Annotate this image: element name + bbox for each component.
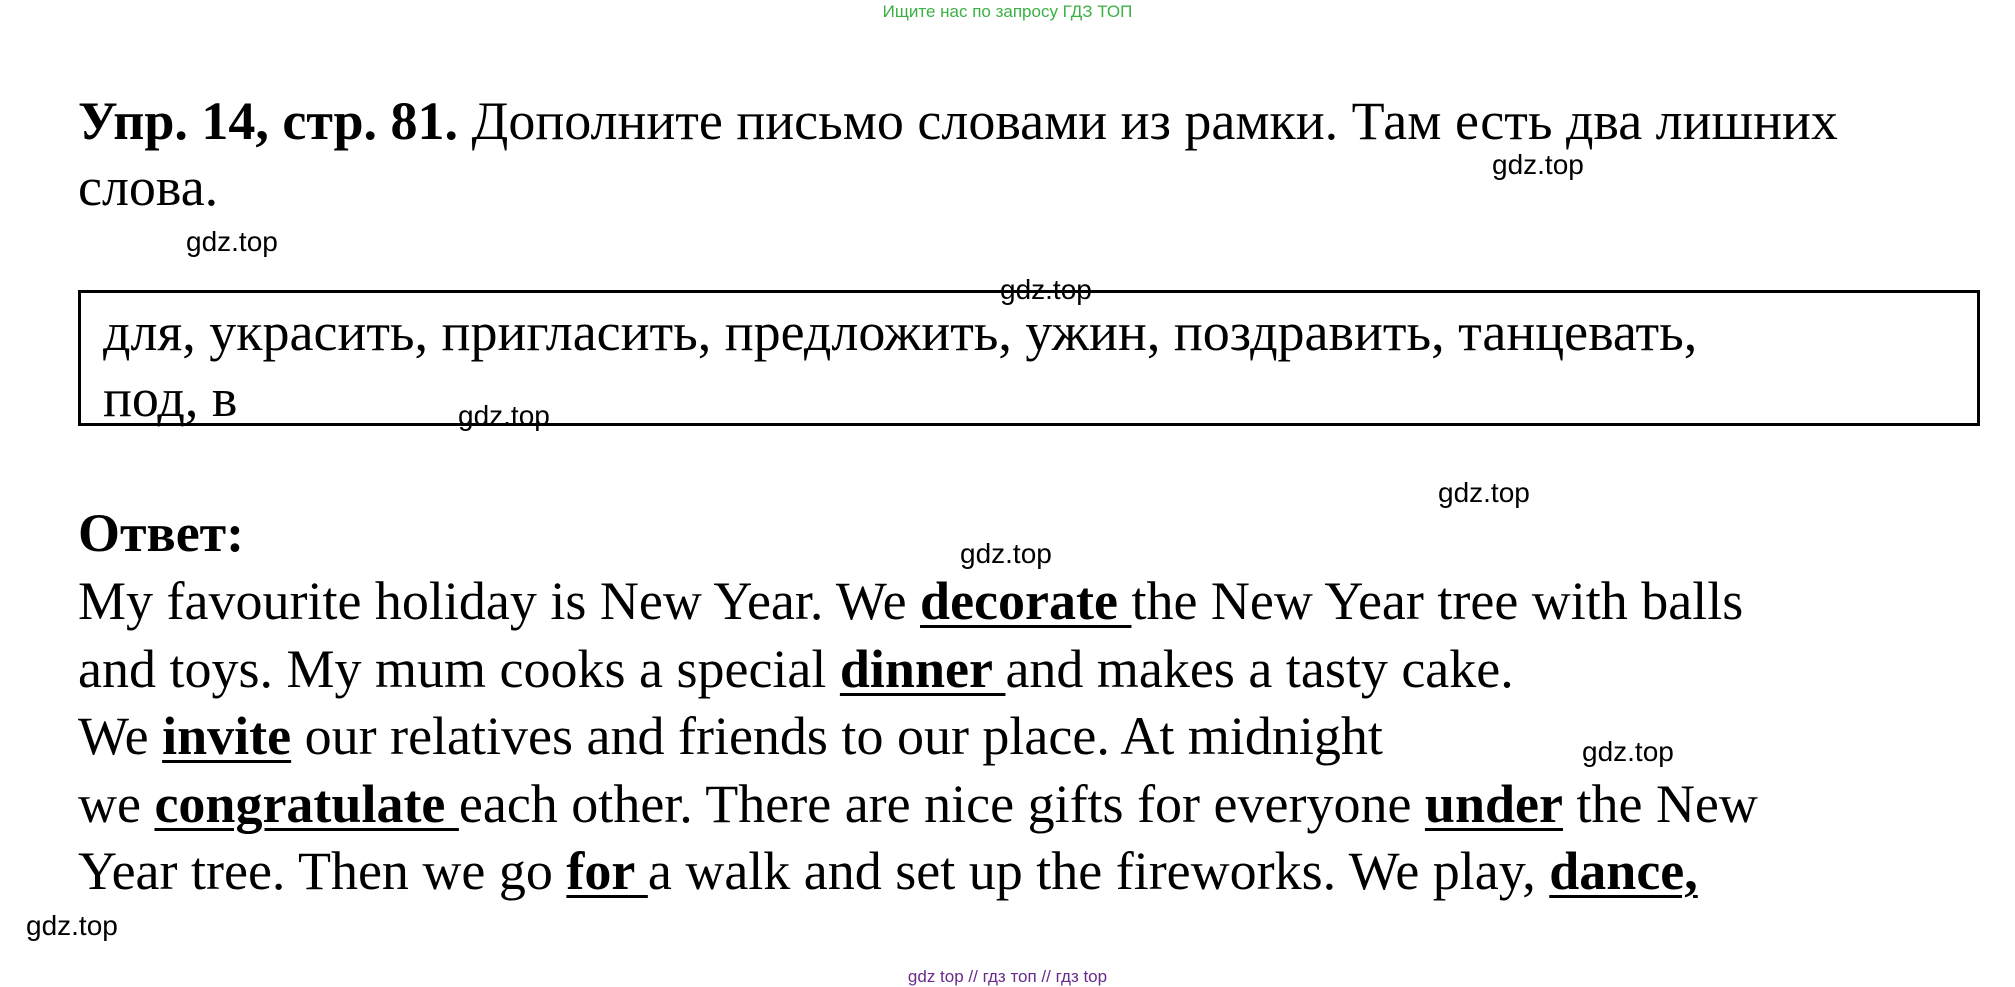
watermark: gdz.top	[186, 226, 278, 257]
watermark: gdz.top	[26, 910, 118, 941]
inserted-word-decorate: decorate	[920, 571, 1132, 631]
answer-text	[78, 568, 1978, 906]
answer-label: Ответ:	[78, 503, 245, 563]
answer-line-4	[78, 771, 1978, 839]
word-box	[78, 290, 1980, 426]
answer-text-segment: My favourite holiday is New Year. We	[78, 571, 921, 631]
watermark: gdz.top	[1492, 149, 1584, 180]
word-box-line-1: для, украсить, пригласить, предложить, ужин, поздравить, танцевать,	[103, 302, 1698, 362]
task-statement	[78, 88, 1958, 220]
inserted-word-under: under	[1424, 773, 1563, 834]
answer-text-segment: a walk and set up the fireworks. We play,	[647, 841, 1550, 901]
word-box-line-2: под, в	[103, 368, 238, 428]
task-heading: Упр. 14, стр. 81.	[78, 91, 459, 151]
bottom-banner: gdz top // гдз топ // гдз top	[907, 967, 1108, 986]
answer-line-2	[78, 636, 1978, 704]
answer-text-segment: each other. There are nice gifts for everyone	[458, 773, 1425, 834]
watermark: gdz.top	[1438, 477, 1530, 508]
inserted-word-for: for	[566, 841, 648, 901]
answer-text-segment: the New	[1562, 773, 1758, 834]
answer-text-segment: the New Year tree with balls	[1131, 571, 1744, 631]
top-banner: Ищите нас по запросу ГДЗ ТОП	[882, 2, 1133, 21]
watermark: gdz.top	[1582, 736, 1674, 767]
watermark: gdz.top	[458, 400, 550, 431]
watermark: gdz.top	[960, 538, 1052, 569]
answer-text-segment: and makes a tasty cake.	[1005, 638, 1514, 699]
answer-line-3	[78, 703, 1978, 771]
answer-text-segment: and toys. My mum cooks a special	[78, 638, 840, 699]
answer-text-segment: We	[78, 706, 163, 766]
inserted-word-dance: dance,	[1549, 841, 1698, 901]
answer-line-5	[78, 838, 1978, 906]
inserted-word-congratulate: congratulate	[154, 773, 459, 834]
answer-text-segment: we	[78, 773, 155, 834]
answer-text-segment: Year tree. Then we go	[78, 841, 567, 901]
answer-line-1	[78, 568, 1978, 636]
task-instruction: Дополните письмо словами из рамки. Там есть два лишних слова.	[78, 91, 1838, 217]
answer-text-segment: our relatives and friends to our place. At midnight	[291, 706, 1383, 766]
inserted-word-invite: invite	[162, 706, 292, 766]
watermark: gdz.top	[1000, 274, 1092, 305]
inserted-word-dinner: dinner	[839, 638, 1006, 699]
